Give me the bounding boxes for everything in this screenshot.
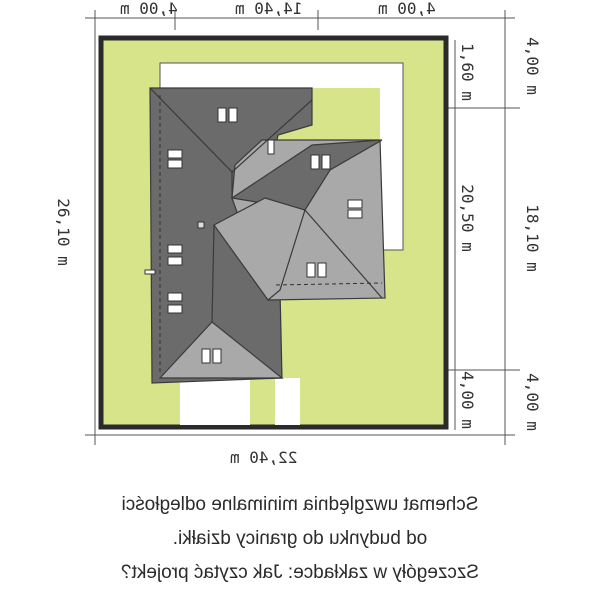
- dim-inner-middle: 20,50 m: [458, 184, 477, 252]
- dim-right-bottom: 4,00 m: [523, 373, 542, 431]
- caption-line-1: Schemat uwzględnia minimalne odległości: [121, 494, 479, 515]
- dim-left-total: 26,10 m: [54, 198, 73, 266]
- dim-bottom: 22,40 m: [230, 448, 298, 467]
- dim-top-right: 4,00 m: [378, 0, 436, 18]
- dim-right-middle: 18,10 m: [523, 204, 542, 272]
- dim-inner-bottom: 4,00 m: [458, 371, 477, 429]
- caption: [0, 488, 600, 590]
- dim-right-top: 4,00 m: [523, 37, 542, 95]
- dim-inner-top: 1,60 m: [458, 43, 477, 101]
- dim-top-left: 4,00 m: [120, 0, 178, 18]
- dim-top-middle: 14,40 m: [235, 0, 303, 18]
- caption-line-3: Szczegóły w zakładce: Jak czytać projekt?: [121, 562, 479, 583]
- caption-line-2: od budynku do granicy działki.: [172, 528, 428, 549]
